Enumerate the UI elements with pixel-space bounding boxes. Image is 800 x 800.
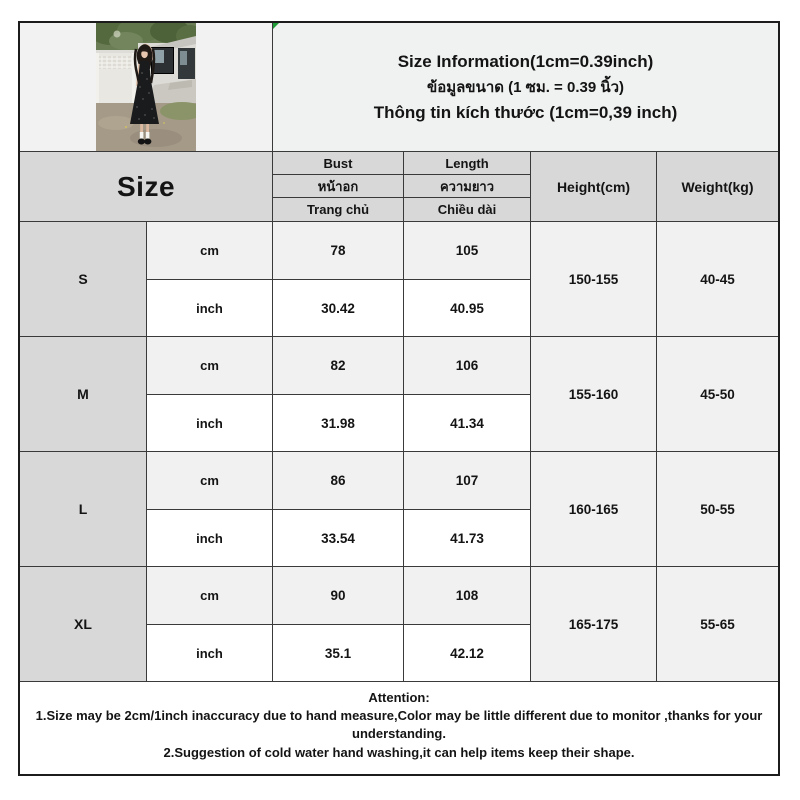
weight-range-value: 55-65 xyxy=(657,567,778,681)
height-column-header: Height(cm) xyxy=(531,152,656,221)
bust-inch-value: 30.42 xyxy=(273,280,403,336)
unit-inch-label: inch xyxy=(147,510,272,566)
length-cm-value: 108 xyxy=(404,567,530,624)
length-cm-value: 106 xyxy=(404,337,530,394)
title-vietnamese: Thông tin kích thước (1cm=0,39 inch) xyxy=(373,102,678,122)
weight-column-header: Weight(kg) xyxy=(657,152,778,221)
unit-inch-label: inch xyxy=(147,625,272,681)
length-inch-value: 40.95 xyxy=(404,280,530,336)
bust-cm-value: 78 xyxy=(273,222,403,279)
weight-range-value: 45-50 xyxy=(657,337,778,451)
height-range-value: 160-165 xyxy=(531,452,656,566)
size-label-xl: XL xyxy=(20,567,146,681)
green-corner-marker-icon xyxy=(273,23,279,29)
attention-note xyxy=(20,682,778,774)
size-label-s: S xyxy=(20,222,146,336)
title-thai: ข้อมูลขนาด (1 ซม. = 0.39 นิ้ว) xyxy=(426,78,625,96)
weight-range-value: 50-55 xyxy=(657,452,778,566)
length-header-th: ความยาว xyxy=(404,175,530,197)
attention-line-2: 2.Suggestion of cold water hand washing,it can help items keep their shape. xyxy=(163,744,635,760)
unit-cm-label: cm xyxy=(147,337,272,394)
attention-heading: Attention: xyxy=(368,690,430,705)
bust-header-en: Bust xyxy=(273,152,403,174)
weight-range-value: 40-45 xyxy=(657,222,778,336)
bust-cm-value: 82 xyxy=(273,337,403,394)
bust-inch-value: 33.54 xyxy=(273,510,403,566)
unit-inch-label: inch xyxy=(147,395,272,451)
unit-cm-label: cm xyxy=(147,222,272,279)
size-column-header: Size xyxy=(20,152,272,221)
length-inch-value: 42.12 xyxy=(404,625,530,681)
bust-cm-value: 90 xyxy=(273,567,403,624)
height-range-value: 165-175 xyxy=(531,567,656,681)
length-inch-value: 41.34 xyxy=(404,395,530,451)
unit-cm-label: cm xyxy=(147,567,272,624)
title-english: Size Information(1cm=0.39inch) xyxy=(397,51,654,71)
bust-inch-value: 35.1 xyxy=(273,625,403,681)
length-cm-value: 105 xyxy=(404,222,530,279)
size-chart-table xyxy=(18,21,780,776)
size-label-m: M xyxy=(20,337,146,451)
length-cm-value: 107 xyxy=(404,452,530,509)
model-photo xyxy=(96,23,196,151)
height-range-value: 150-155 xyxy=(531,222,656,336)
attention-line-1: 1.Size may be 2cm/1inch inaccuracy due to hand measure,Color may be little different due to monitor ,thanks for your understanding. xyxy=(35,708,763,742)
length-header-vi: Chiều dài xyxy=(404,198,530,221)
length-header-en: Length xyxy=(404,152,530,174)
height-range-value: 155-160 xyxy=(531,337,656,451)
bust-header-th: หน้าอก xyxy=(273,175,403,197)
unit-cm-label: cm xyxy=(147,452,272,509)
length-inch-value: 41.73 xyxy=(404,510,530,566)
bust-cm-value: 86 xyxy=(273,452,403,509)
bust-inch-value: 31.98 xyxy=(273,395,403,451)
size-label-l: L xyxy=(20,452,146,566)
unit-inch-label: inch xyxy=(147,280,272,336)
product-photo-cell xyxy=(20,23,272,151)
size-information-title-cell xyxy=(273,23,778,151)
bust-header-vi: Trang chủ xyxy=(273,198,403,221)
